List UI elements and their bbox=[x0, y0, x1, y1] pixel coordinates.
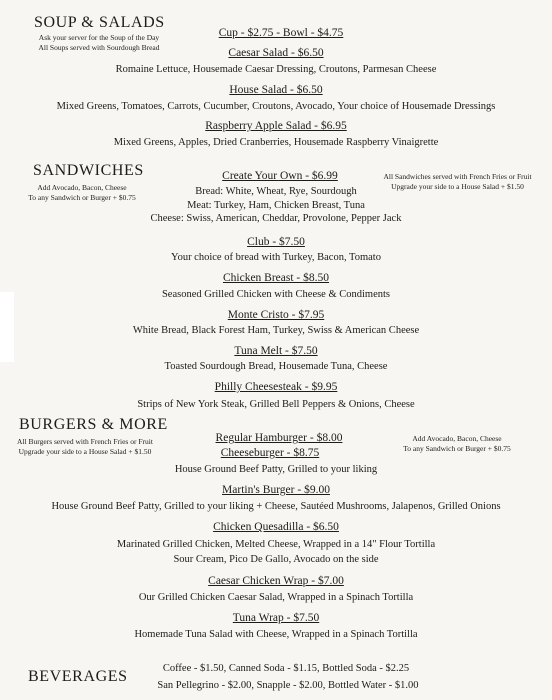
menu-item-desc: White Bread, Black Forest Ham, Turkey, Swiss & American Cheese bbox=[132, 325, 420, 336]
menu-item-title: Tuna Wrap - $7.50 bbox=[232, 612, 320, 624]
menu-item-desc: Seasoned Grilled Chicken with Cheese & Condiments bbox=[161, 289, 391, 300]
menu-item-title: Regular Hamburger - $8.00 bbox=[215, 432, 343, 444]
menu-item-title: House Salad - $6.50 bbox=[229, 84, 323, 96]
paper-blank-area bbox=[0, 292, 14, 362]
menu-item-desc: Mixed Greens, Apples, Dried Cranberries, Housemade Raspberry Vinaigrette bbox=[113, 137, 439, 148]
menu-item-desc: Your choice of bread with Turkey, Bacon, Tomato bbox=[171, 252, 381, 263]
sandwich-note-line: All Sandwiches served with French Fries or Fruit bbox=[383, 172, 532, 181]
menu-item-desc: Mixed Greens, Tomatoes, Carrots, Cucumber, Croutons, Avocado, Your choice of Housemade Dressings bbox=[56, 101, 496, 112]
menu-item-title: Monte Cristo - $7.95 bbox=[227, 309, 325, 321]
create-option-line: Meat: Turkey, Ham, Chicken Breast, Tuna bbox=[187, 199, 365, 211]
create-option-line: Cheese: Swiss, American, Cheddar, Provolone, Pepper Jack bbox=[150, 213, 402, 224]
menu-item-title: Chicken Quesadilla - $6.50 bbox=[213, 521, 339, 533]
menu-item-desc: Our Grilled Chicken Caesar Salad, Wrapped in a Spinach Tortilla bbox=[138, 592, 414, 603]
menu-item-title: Martin's Burger - $9.00 bbox=[222, 484, 330, 496]
burger-note-line: Add Avocado, Bacon, Cheese bbox=[412, 434, 502, 443]
menu-item-desc: Toasted Sourdough Bread, Housemade Tuna, Cheese bbox=[164, 361, 388, 372]
menu-item-title: Philly Cheesesteak - $9.95 bbox=[214, 381, 338, 393]
burger-note-line: All Burgers served with French Fries or Fruit bbox=[17, 437, 153, 446]
soup-salads-heading: SOUP & SALADS bbox=[34, 14, 165, 31]
beverages-heading: BEVERAGES bbox=[28, 668, 128, 685]
menu-item-title: Caesar Chicken Wrap - $7.00 bbox=[208, 575, 344, 587]
sandwich-note-line: Upgrade your side to a House Salad + $1.50 bbox=[391, 182, 524, 191]
menu-item-desc: Sour Cream, Pico De Gallo, Avocado on the side bbox=[173, 554, 379, 565]
sandwiches-heading: SANDWICHES bbox=[33, 162, 144, 179]
create-option-line: Bread: White, Wheat, Rye, Sourdough bbox=[195, 186, 357, 197]
menu-item-desc: Strips of New York Steak, Grilled Bell Peppers & Onions, Cheese bbox=[137, 399, 415, 410]
menu-item-desc: House Ground Beef Patty, Grilled to your liking + Cheese, Sautéed Mushrooms, Jalapenos, Grilled Onions bbox=[51, 501, 501, 512]
menu-item-title: Chicken Breast - $8.50 bbox=[222, 272, 330, 284]
menu-item-title: Tuna Melt - $7.50 bbox=[234, 345, 318, 357]
menu-item-desc: Homemade Tuna Salad with Cheese, Wrapped in a Spinach Tortilla bbox=[134, 629, 418, 640]
menu-item-desc: House Ground Beef Patty, Grilled to your liking bbox=[174, 464, 378, 475]
menu-item-title: Cheeseburger - $8.75 bbox=[220, 447, 320, 459]
beverage-line: San Pellegrino - $2.00, Snapple - $2.00, Bottled Water - $1.00 bbox=[157, 680, 419, 691]
burger-note-line: Upgrade your side to a House Salad + $1.50 bbox=[18, 447, 152, 456]
menu-item-desc: Romaine Lettuce, Housemade Caesar Dressing, Croutons, Parmesan Cheese bbox=[115, 64, 437, 75]
soup-note-line: Ask your server for the Soup of the Day bbox=[38, 33, 160, 42]
menu-item-title: Club - $7.50 bbox=[247, 236, 305, 248]
burger-note-line: To any Sandwich or Burger + $0.75 bbox=[403, 444, 511, 453]
create-your-own-options bbox=[0, 185, 552, 226]
menu-item-title: Caesar Salad - $6.50 bbox=[228, 47, 324, 59]
beverage-line: Coffee - $1.50, Canned Soda - $1.15, Bottled Soda - $2.25 bbox=[162, 663, 410, 674]
sandwich-note-line: Add Avocado, Bacon, Cheese bbox=[37, 183, 127, 192]
sandwich-note-line: To any Sandwich or Burger + $0.75 bbox=[28, 193, 136, 202]
soup-note-line: All Soups served with Sourdough Bread bbox=[38, 43, 160, 52]
cup-bowl-price: Cup - $2.75 - Bowl - $4.75 bbox=[218, 27, 344, 39]
burgers-heading: BURGERS & MORE bbox=[19, 416, 168, 433]
menu-item-title: Raspberry Apple Salad - $6.95 bbox=[205, 120, 347, 132]
menu-item-title: Create Your Own - $6.99 bbox=[222, 170, 338, 182]
menu-item-desc: Marinated Grilled Chicken, Melted Cheese, Wrapped in a 14" Flour Tortilla bbox=[116, 539, 436, 550]
